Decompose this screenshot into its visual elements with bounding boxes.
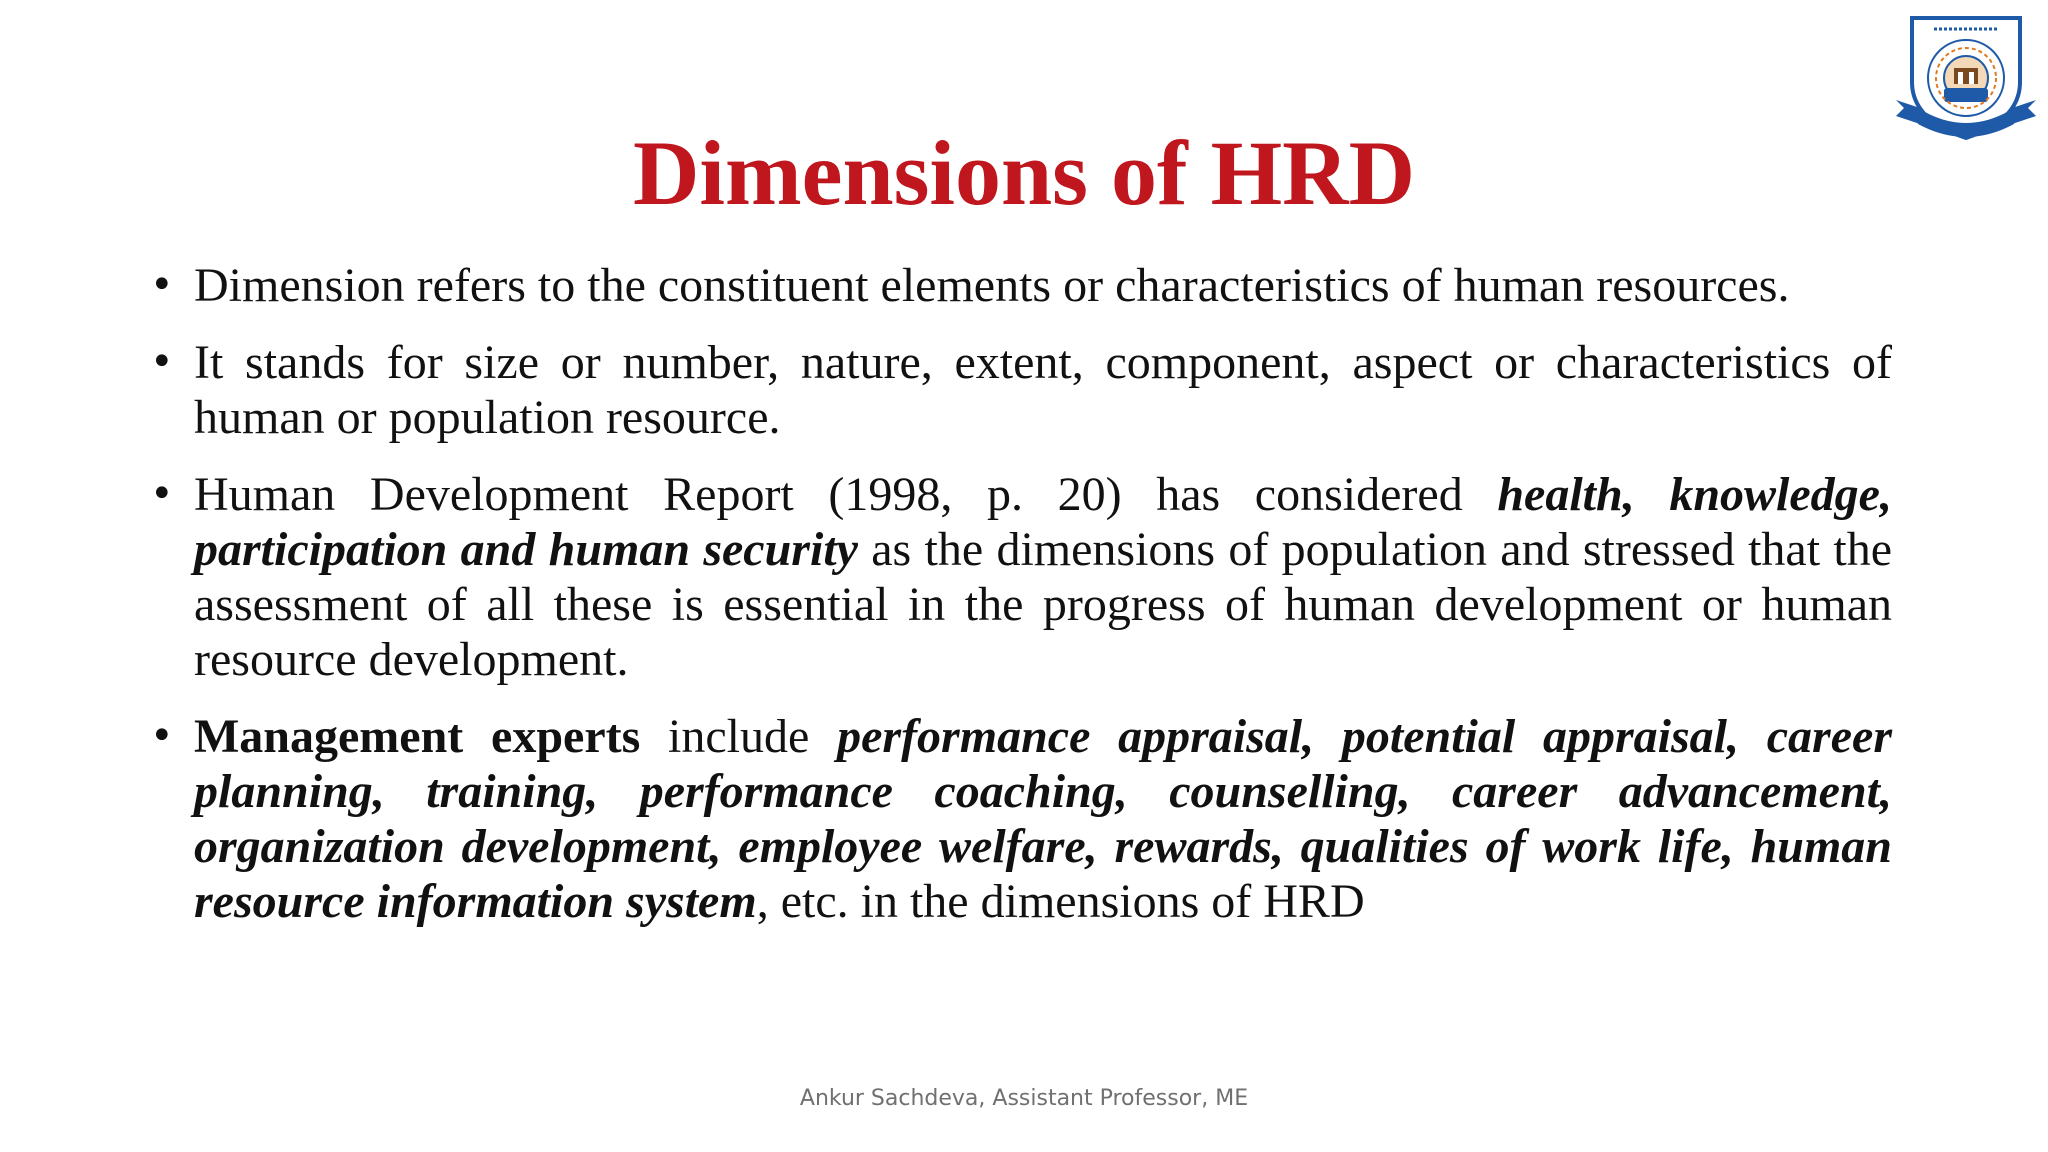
slide-title: Dimensions of HRD [632,122,1416,224]
bullet-list [150,258,1892,951]
bullet-item [150,467,1892,687]
bullet-strong: Management experts [194,710,641,763]
slide-footer: Ankur Sachdeva, Assistant Professor, ME [799,1086,1249,1111]
bullet-marker: • [150,713,174,759]
bullet-emphasis: performance appraisal, potential appraisal, career planning, training, performance coaching, counselling, career advancement, organization development, employee welfare, rewards, qualities of work life, human resource information system [194,710,1893,928]
bullet-emphasis: health, knowledge, participation and human security [194,468,1892,576]
bullet-text: Human Development Report (1998, p. 20) has considered [194,468,1498,521]
bullet-text: as the dimensions of population and stressed that the assessment of all these is essential in the progress of human development or human resource development. [194,523,1892,686]
bullet-text: It stands for size or number, nature, extent, component, aspect or characteristics of human or population resource. [194,336,1892,444]
bullet-item [150,709,1892,929]
bullet-item [150,335,1892,445]
bullet-text: include [640,710,838,763]
bullet-item [150,258,1892,313]
bullet-marker: • [150,262,174,308]
bullet-text: Dimension refers to the constituent elements or characteristics of human resources. [194,259,1790,312]
bullet-marker: • [150,339,174,385]
bullet-marker: • [150,471,174,517]
bullet-text: , etc. in the dimensions of HRD [756,875,1365,928]
